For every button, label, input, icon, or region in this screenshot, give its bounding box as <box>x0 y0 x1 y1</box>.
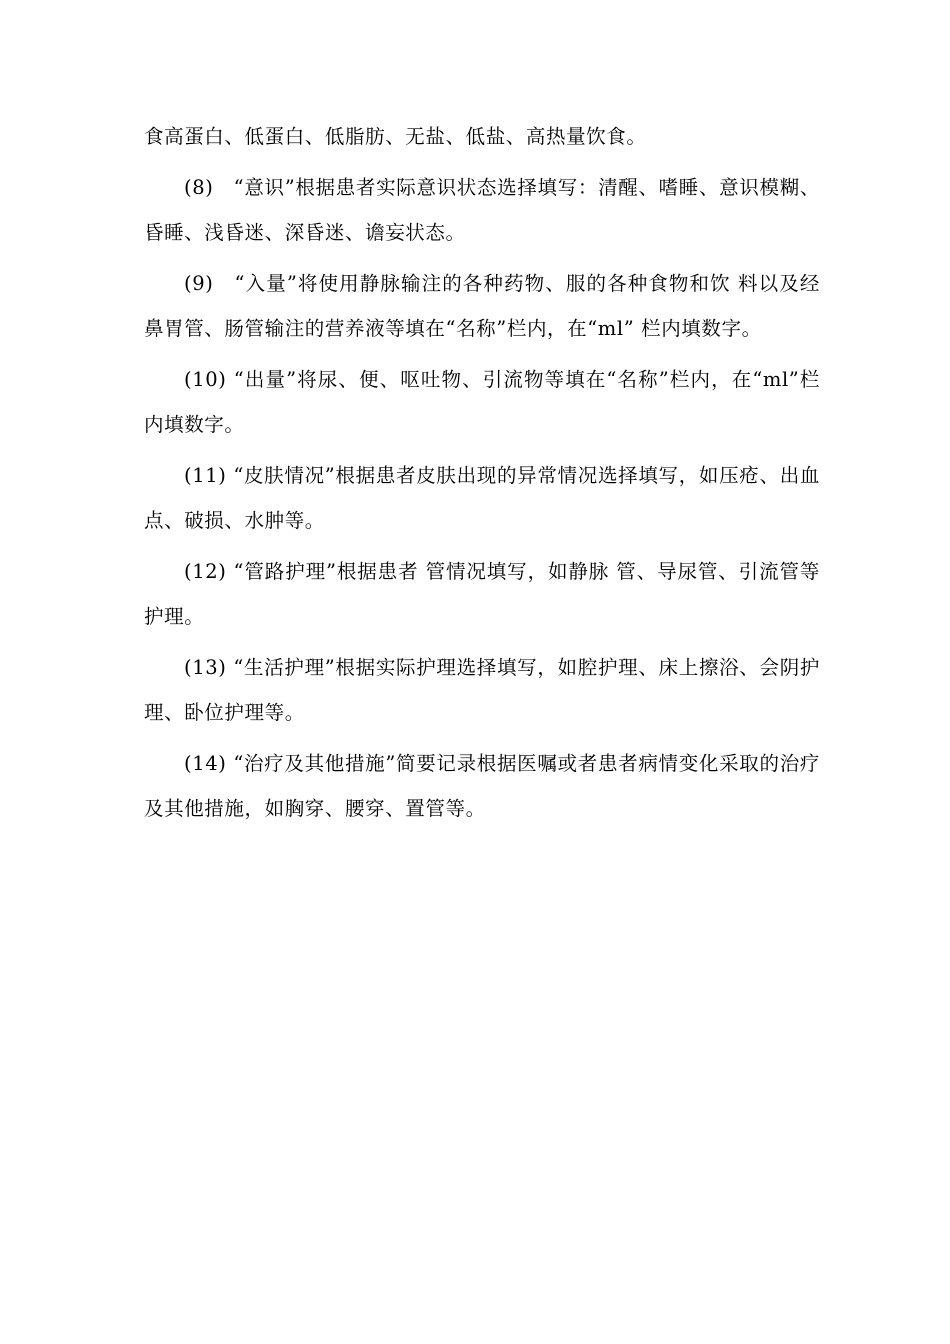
paragraph-item-10-output: (10) “出量”将尿、便、呕吐物、引流物等填在“名称”栏内，在“ml”栏内填数字。 <box>144 368 820 436</box>
paragraph-continuation: 食高蛋白、低蛋白、低脂肪、无盐、低盐、高热量饮食。 <box>144 125 647 148</box>
paragraph-item-9-intake: (9) “入量”将使用静脉输注的各种药物、服的各种食物和饮 料以及经鼻胃管、肠管输注的营养液等填在“名称”栏内，在“ml” 栏内填数字。 <box>144 272 820 340</box>
paragraph-item-8-consciousness: (8) “意识”根据患者实际意识状态选择填写：清醒、嗜睡、意识模糊、昏睡、浅昏迷、深昏迷、谵妄状态。 <box>144 176 820 244</box>
document-page <box>144 114 820 831</box>
paragraph-item-14-treatment: (14) “治疗及其他措施”简要记录根据医嘱或者患者病情变化采取的治疗及其他措施，如胸穿、腰穿、置管等。 <box>144 752 820 820</box>
paragraph-item-13-daily-care: (13) “生活护理”根据实际护理选择填写，如腔护理、床上擦浴、会阴护理、卧位护理等。 <box>144 656 820 724</box>
paragraph-item-12-tube-care: (12) “管路护理”根据患者 管情况填写，如静脉 管、导尿管、引流管等护理。 <box>144 560 820 628</box>
paragraph-item-11-skin: (11) “皮肤情况”根据患者皮肤出现的异常情况选择填写，如压疮、出血点、破损、水肿等。 <box>144 464 820 532</box>
